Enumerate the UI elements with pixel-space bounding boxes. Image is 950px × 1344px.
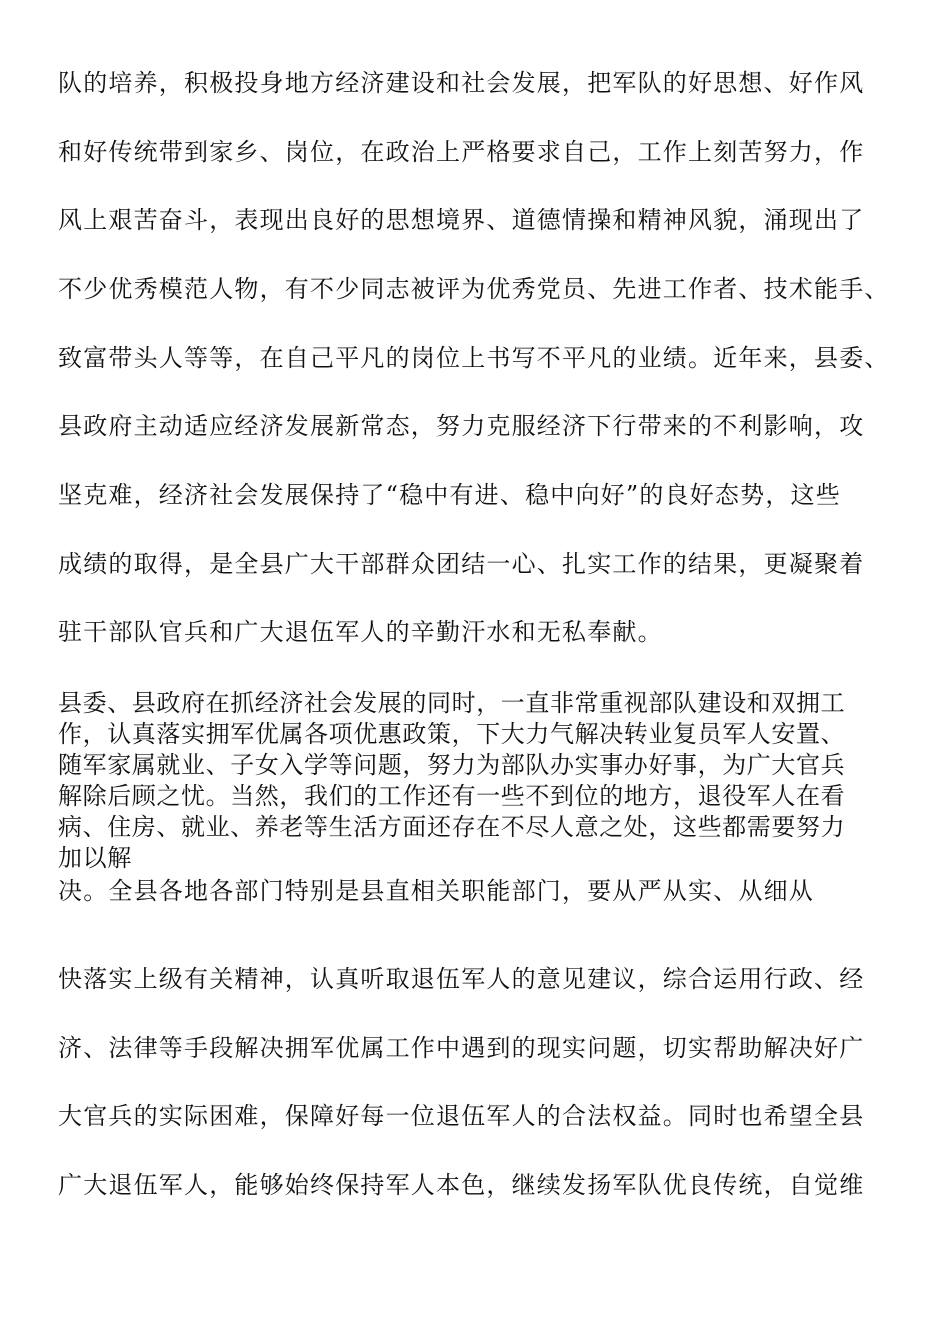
- paragraph-2-line-4: 解除后顾之忧。当然，我们的工作还有一些不到位的地方，退役军人在看: [58, 782, 846, 810]
- paragraph-1-line-5: 致富带头人等等，在自己平凡的岗位上书写不平凡的业绩。近年来，县委、: [58, 344, 890, 372]
- paragraph-2-line-6: 加以解: [58, 844, 132, 872]
- paragraph-3-line-4: 大官兵的实际困难，保障好每一位退伍军人的合法权益。同时也希望全县: [58, 1102, 865, 1130]
- paragraph-2-line-3: 随军家属就业、子女入学等问题，努力为部队办实事办好事，为广大官兵: [58, 751, 846, 779]
- paragraph-1-line-7: 坚克难，经济社会发展保持了“稳中有进、稳中向好”的良好态势，这些: [58, 481, 841, 509]
- paragraph-2-line-1: 县委、县政府在抓经济社会发展的同时，一直非常重视部队建设和双拥工: [58, 689, 846, 717]
- paragraph-1-line-3: 风上艰苦奋斗，表现出良好的思想境界、道德情操和精神风貌，涌现出了: [58, 206, 865, 234]
- paragraph-1-line-8: 成绩的取得，是全县广大干部群众团结一心、扎实工作的结果，更凝聚着: [58, 550, 865, 578]
- paragraph-3-line-5: 广大退伍军人，能够始终保持军人本色，继续发扬军队优良传统，自觉维: [58, 1171, 865, 1199]
- paragraph-1-line-9: 驻干部队官兵和广大退伍军人的辛勤汗水和无私奉献。: [58, 618, 663, 646]
- paragraph-3-line-2: 快落实上级有关精神，认真听取退伍军人的意见建议，综合运用行政、经: [58, 965, 865, 993]
- paragraph-1-line-4: 不少优秀模范人物，有不少同志被评为优秀党员、先进工作者、技术能手、: [58, 275, 890, 303]
- paragraph-1-line-2: 和好传统带到家乡、岗位，在政治上严格要求自己，工作上刻苦努力，作: [58, 138, 865, 166]
- paragraph-3-line-1: 决。全县各地各部门特别是县直相关职能部门，要从严从实、从细从: [58, 877, 814, 905]
- paragraph-2-line-5: 病、住房、就业、养老等生活方面还存在不尽人意之处，这些都需要努力: [58, 813, 846, 841]
- paragraph-3-line-3: 济、法律等手段解决拥军优属工作中遇到的现实问题，切实帮助解决好广: [58, 1034, 865, 1062]
- paragraph-2-line-2: 作，认真落实拥军优属各项优惠政策，下大力气解决转业复员军人安置、: [58, 720, 846, 748]
- paragraph-1-line-1: 队的培养，积极投身地方经济建设和社会发展，把军队的好思想、好作风: [58, 69, 865, 97]
- paragraph-1-line-6: 县政府主动适应经济发展新常态，努力克服经济下行带来的不利影响，攻: [58, 412, 865, 440]
